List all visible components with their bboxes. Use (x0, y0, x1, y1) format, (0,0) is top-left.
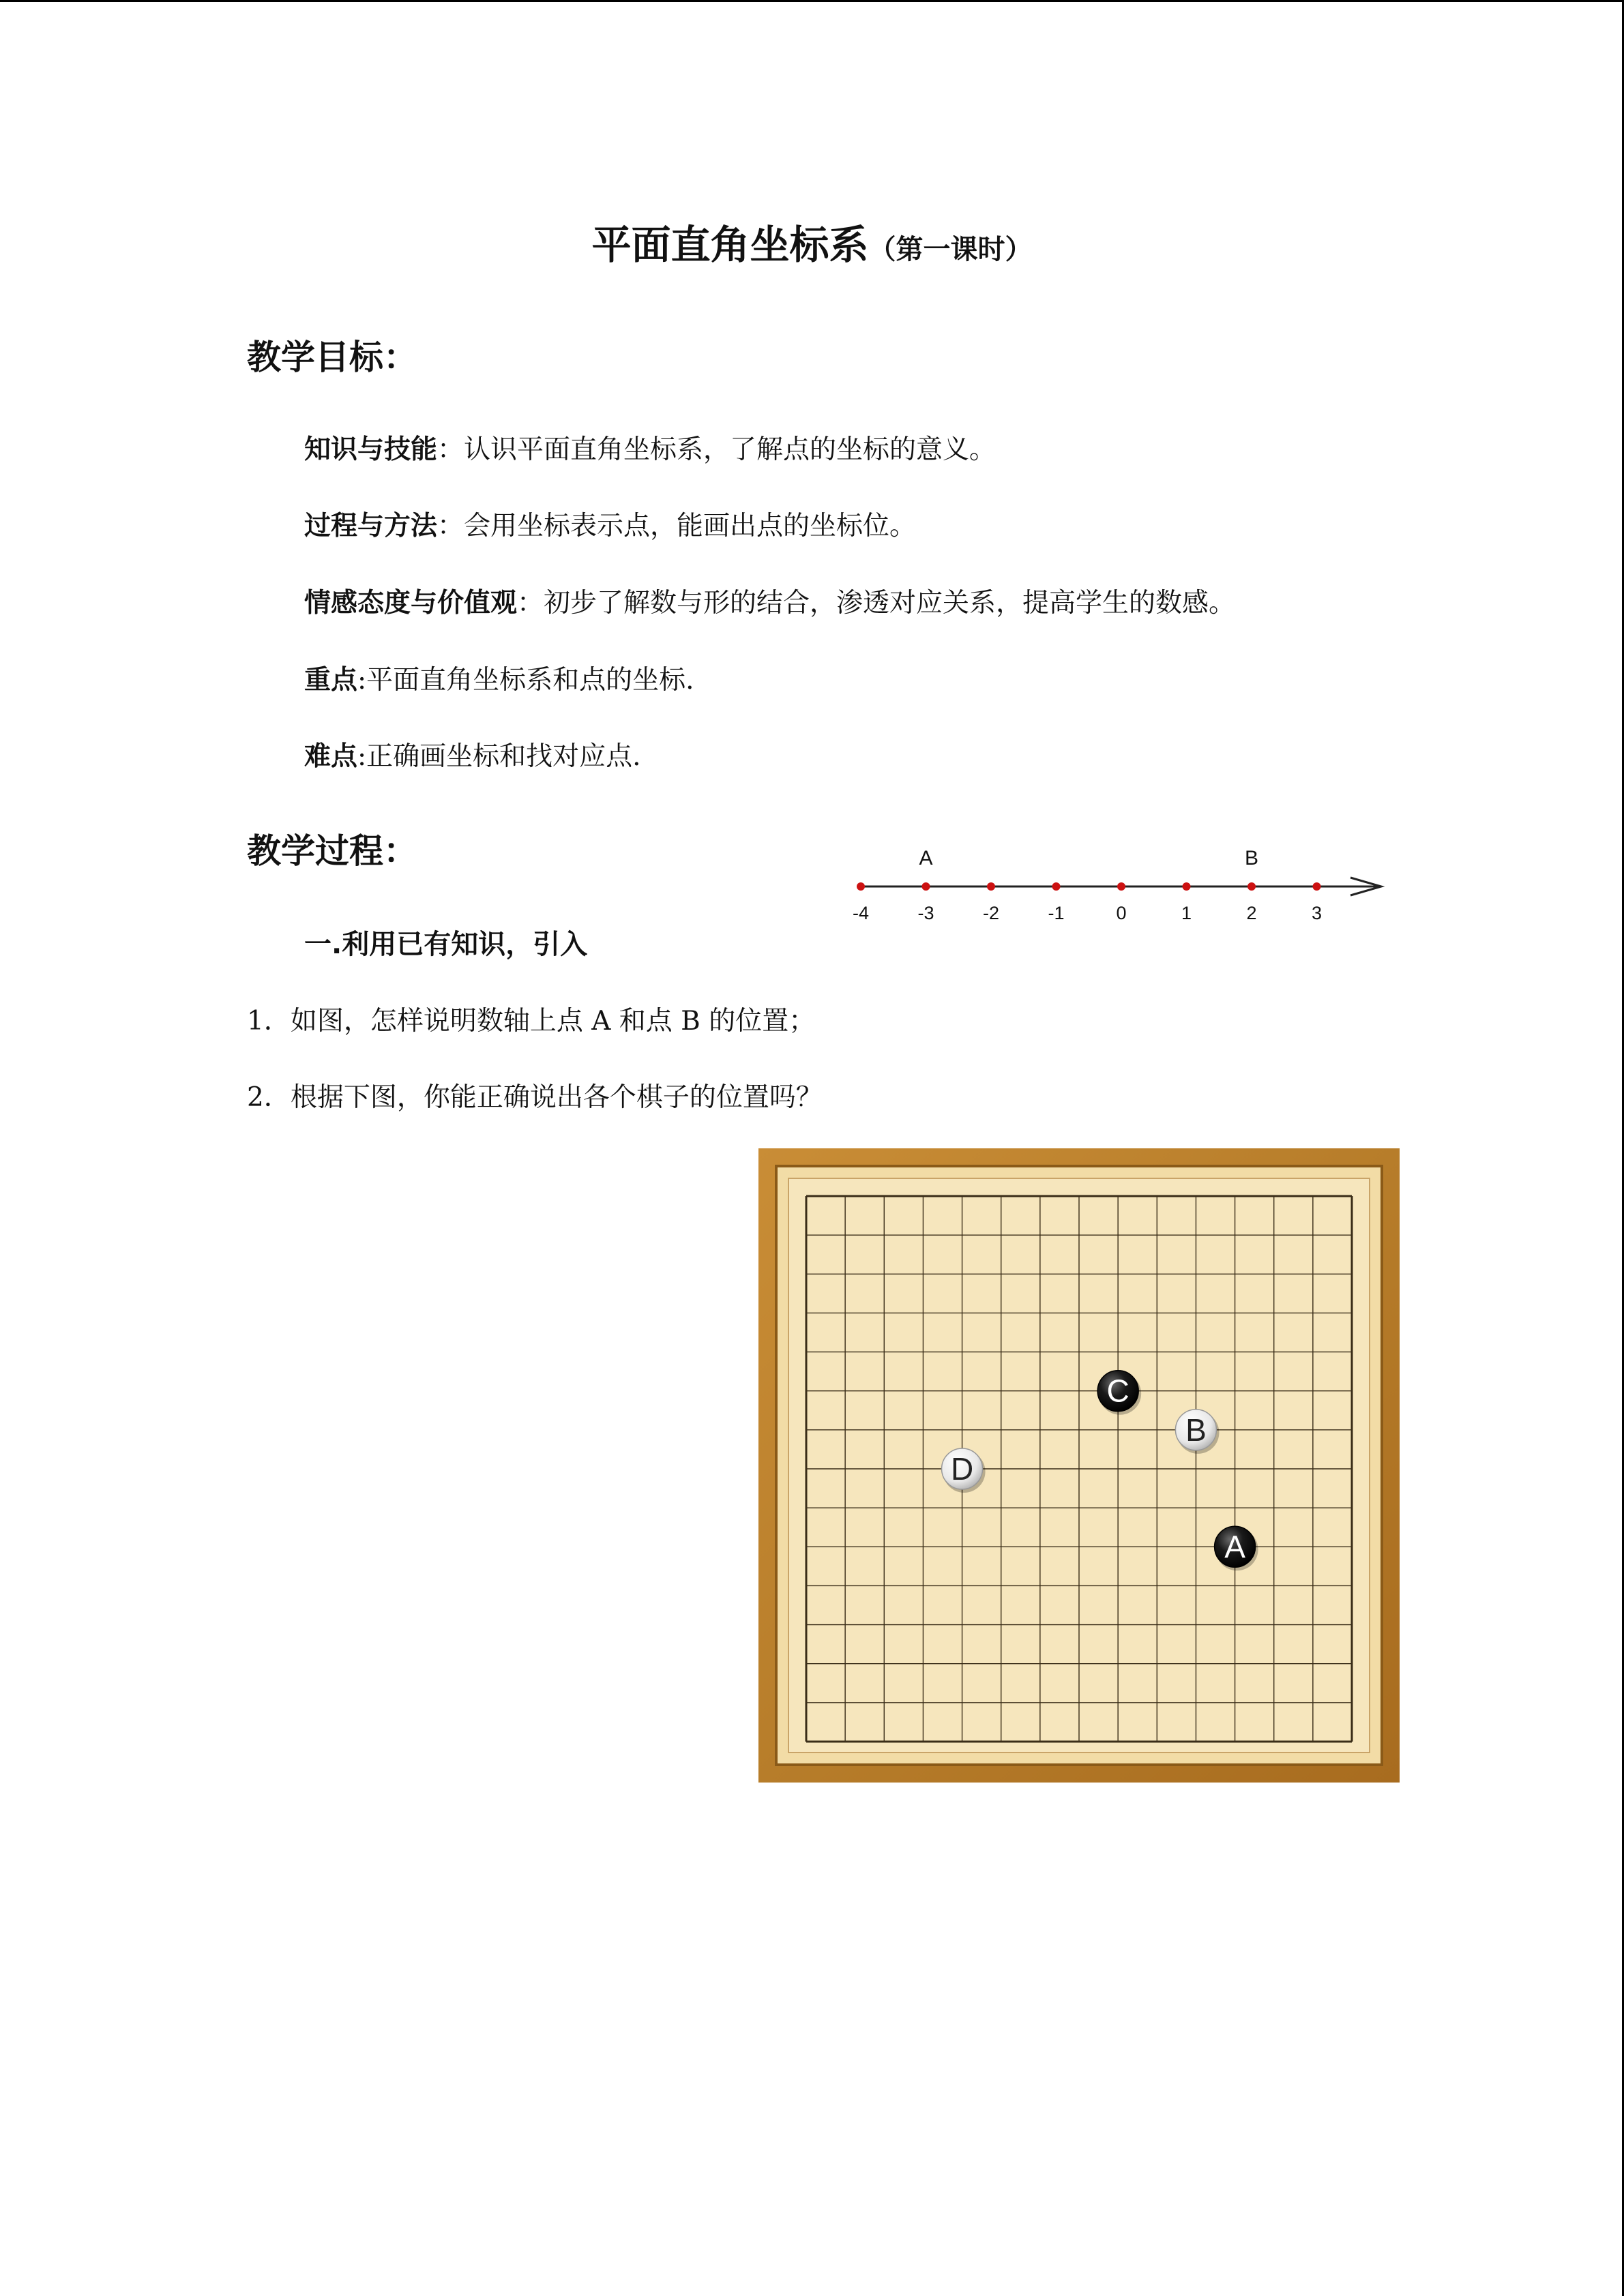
top-border (0, 0, 1624, 2)
process-heading: 教学过程： (247, 831, 417, 871)
point-label: B (1244, 847, 1259, 869)
number-line-figure (846, 835, 1391, 924)
tick-label: 3 (1311, 903, 1323, 923)
tick-dot (1117, 882, 1125, 891)
objective-text: 初步了解数与形的结合，渗透对应关系，提高学生的数感。 (544, 588, 1236, 618)
tick-label: -4 (852, 903, 870, 923)
tick-dot (1183, 882, 1191, 891)
point-label: A (919, 847, 933, 869)
title-sub: （第一课时） (868, 234, 1033, 265)
objective-label: 知识与技能 (304, 434, 438, 465)
objective-label: 难点 (304, 741, 358, 772)
tick-label: 2 (1246, 903, 1257, 923)
page-title (0, 213, 1624, 270)
tick-label: 1 (1181, 903, 1192, 923)
objective-sep: : (357, 741, 367, 772)
section-heading: 一.利用已有知识，引入 (304, 929, 588, 960)
objective-sep: : (357, 665, 367, 696)
title-main: 平面直角坐标系 (591, 222, 869, 268)
objective-attitude (304, 582, 1235, 620)
objective-sep: ： (517, 588, 544, 618)
tick-label: -1 (1048, 903, 1065, 923)
stone-label: D (950, 1451, 974, 1487)
stone-label: B (1185, 1412, 1207, 1448)
question-2: 2．根据下图，你能正确说出各个棋子的位置吗？ (247, 1082, 823, 1113)
objective-label: 过程与方法 (304, 511, 438, 541)
objective-label: 重点 (304, 665, 358, 696)
objective-text: 平面直角坐标系和点的坐标. (366, 665, 694, 696)
tick-label: 0 (1116, 903, 1127, 923)
tick-label: -3 (917, 903, 934, 923)
objective-text: 正确画坐标和找对应点. (366, 741, 641, 772)
objective-difficulty (304, 735, 641, 773)
tick-label: -2 (982, 903, 1000, 923)
tick-dot (1247, 882, 1256, 891)
objective-sep: ： (437, 434, 464, 465)
tick-dot (922, 882, 930, 891)
objective-sep: ： (437, 511, 464, 541)
go-board-figure (758, 1148, 1400, 1783)
objectives-heading: 教学目标： (247, 338, 417, 377)
objective-label: 情感态度与价值观 (304, 588, 518, 618)
tick-dot (1313, 882, 1321, 891)
stone-label: A (1224, 1529, 1245, 1565)
objective-process (304, 505, 916, 543)
tick-dot (987, 882, 995, 891)
objective-key-point (304, 659, 694, 697)
objective-knowledge (304, 428, 996, 466)
stone-label: C (1106, 1373, 1130, 1409)
question-1: 1．如图，怎样说明数轴上点 A 和点 B 的位置； (247, 1006, 816, 1037)
objective-text: 会用坐标表示点，能画出点的坐标位。 (464, 511, 917, 541)
tick-dot (1052, 882, 1061, 891)
objective-text: 认识平面直角坐标系，了解点的坐标的意义。 (464, 434, 996, 465)
tick-dot (857, 882, 865, 891)
